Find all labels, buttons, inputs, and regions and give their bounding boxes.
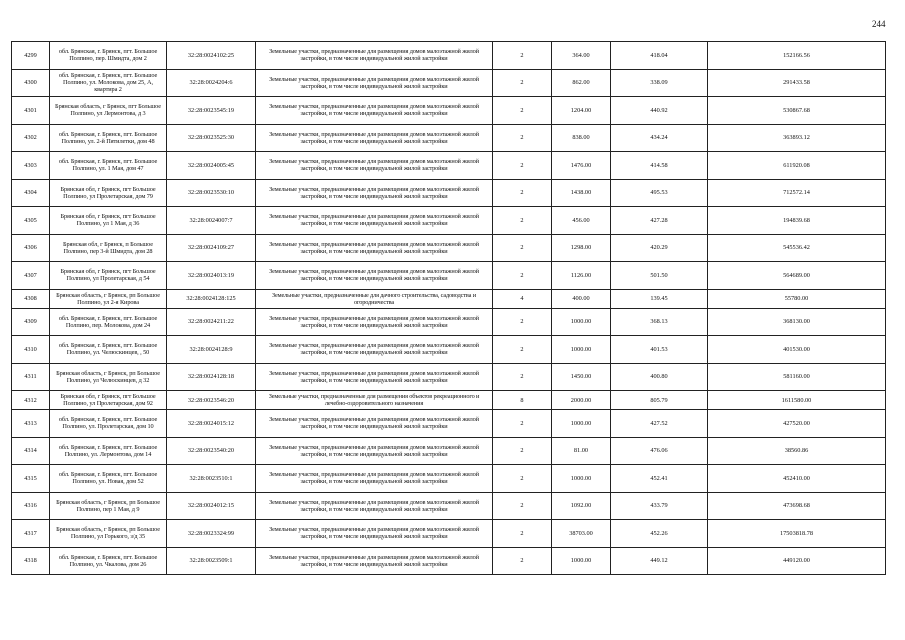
area-cell: 456.00 xyxy=(552,207,611,235)
cadastral-number-cell: 32:28:0024128:18 xyxy=(167,363,256,391)
cadastral-number-cell: 32:28:0024015:12 xyxy=(167,410,256,438)
address-cell: обл. Брянская, г. Брянск, пгт. Большое Полпино, пер. Шмидта, дом 2 xyxy=(50,42,167,70)
cadastral-value-cell: 152166.56 xyxy=(708,42,886,70)
area-cell: 1000.00 xyxy=(552,410,611,438)
area-cell: 1000.00 xyxy=(552,465,611,493)
row-number-cell: 4309 xyxy=(12,308,50,336)
area-cell: 1204.00 xyxy=(552,97,611,125)
use-group-cell: 2 xyxy=(493,207,552,235)
table-row xyxy=(12,262,886,290)
land-use-cell: Земельные участки, предназначенные для размещения домов малоэтажной жилой застройки, в том числе индивидуальной жилой застройки xyxy=(256,234,493,262)
table-row xyxy=(12,520,886,548)
cadastral-number-cell: 32:28:0024128:9 xyxy=(167,336,256,364)
area-cell: 1450.00 xyxy=(552,363,611,391)
area-cell: 862.00 xyxy=(552,69,611,97)
area-cell: 1476.00 xyxy=(552,152,611,180)
area-cell: 400.00 xyxy=(552,289,611,308)
land-use-cell: Земельные участки, предназначенные для размещения домов малоэтажной жилой застройки, в том числе индивидуальной жилой застройки xyxy=(256,363,493,391)
cadastral-value-cell: 564689.00 xyxy=(708,262,886,290)
row-number-cell: 4317 xyxy=(12,520,50,548)
land-use-cell: Земельные участки, предназначенные для размещения домов малоэтажной жилой застройки, в том числе индивидуальной жилой застройки xyxy=(256,336,493,364)
use-group-cell: 2 xyxy=(493,69,552,97)
area-cell: 38703.00 xyxy=(552,520,611,548)
area-cell: 1298.00 xyxy=(552,234,611,262)
cadastral-value-cell: 611920.08 xyxy=(708,152,886,180)
cadastral-number-cell: 32:28:0023540:20 xyxy=(167,437,256,465)
use-group-cell: 2 xyxy=(493,234,552,262)
cadastral-number-cell: 32:28:0024109:27 xyxy=(167,234,256,262)
cadastral-value-cell: 291433.58 xyxy=(708,69,886,97)
address-cell: Брянская область, г Брянск, рп Большое Полпино, ул Горького, з/д 35 xyxy=(50,520,167,548)
specific-value-cell: 452.26 xyxy=(611,520,708,548)
cadastral-number-cell: 32:28:0024013:19 xyxy=(167,262,256,290)
row-number-cell: 4311 xyxy=(12,363,50,391)
specific-value-cell: 452.41 xyxy=(611,465,708,493)
table-row xyxy=(12,207,886,235)
row-number-cell: 4315 xyxy=(12,465,50,493)
address-cell: обл. Брянская, г. Брянск, пгт. Большое Полпино, ул. Новая, дом 52 xyxy=(50,465,167,493)
land-use-cell: Земельные участки, предназначенные для размещения домов малоэтажной жилой застройки, в том числе индивидуальной жилой застройки xyxy=(256,207,493,235)
cadastral-number-cell: 32:28:0023510:1 xyxy=(167,465,256,493)
row-number-cell: 4308 xyxy=(12,289,50,308)
land-use-cell: Земельные участки, предназначенные для размещения объектов рекреационного и лечебно-оздоровительного назначения xyxy=(256,391,493,410)
cadastral-value-cell: 363893.12 xyxy=(708,124,886,152)
cadastral-value-cell: 1611580.00 xyxy=(708,391,886,410)
land-use-cell: Земельные участки, предназначенные для размещения домов малоэтажной жилой застройки, в том числе индивидуальной жилой застройки xyxy=(256,42,493,70)
address-cell: Брянская область, г Брянск, рп Большое Полпино, пер 1 Мая, д 9 xyxy=(50,492,167,520)
table-row xyxy=(12,492,886,520)
use-group-cell: 8 xyxy=(493,391,552,410)
land-use-cell: Земельные участки, предназначенные для размещения домов малоэтажной жилой застройки, в том числе индивидуальной жилой застройки xyxy=(256,124,493,152)
row-number-cell: 4318 xyxy=(12,547,50,575)
specific-value-cell: 476.06 xyxy=(611,437,708,465)
cadastral-value-cell: 194839.68 xyxy=(708,207,886,235)
land-use-cell: Земельные участки, предназначенные для размещения домов малоэтажной жилой застройки, в том числе индивидуальной жилой застройки xyxy=(256,465,493,493)
row-number-cell: 4299 xyxy=(12,42,50,70)
table-body xyxy=(12,42,886,575)
cadastral-value-cell: 530867.68 xyxy=(708,97,886,125)
cadastral-number-cell: 32:28:0023324:99 xyxy=(167,520,256,548)
land-use-cell: Земельные участки, предназначенные для размещения домов малоэтажной жилой застройки, в том числе индивидуальной жилой застройки xyxy=(256,69,493,97)
row-number-cell: 4306 xyxy=(12,234,50,262)
table-row xyxy=(12,437,886,465)
specific-value-cell: 414.58 xyxy=(611,152,708,180)
area-cell: 1438.00 xyxy=(552,179,611,207)
table-row xyxy=(12,336,886,364)
cadastral-number-cell: 32:28:0023545:19 xyxy=(167,97,256,125)
use-group-cell: 2 xyxy=(493,547,552,575)
land-use-cell: Земельные участки, предназначенные для размещения домов малоэтажной жилой застройки, в том числе индивидуальной жилой застройки xyxy=(256,262,493,290)
cadastral-number-cell: 32:28:0024102:25 xyxy=(167,42,256,70)
table-row xyxy=(12,179,886,207)
land-use-cell: Земельные участки, предназначенные для размещения домов малоэтажной жилой застройки, в том числе индивидуальной жилой застройки xyxy=(256,547,493,575)
specific-value-cell: 338.09 xyxy=(611,69,708,97)
use-group-cell: 2 xyxy=(493,97,552,125)
row-number-cell: 4313 xyxy=(12,410,50,438)
use-group-cell: 2 xyxy=(493,179,552,207)
specific-value-cell: 420.29 xyxy=(611,234,708,262)
address-cell: обл. Брянская, г. Брянск, пгт. Большое Полпино, ул. 2-й Пятилетки, дом 48 xyxy=(50,124,167,152)
address-cell: Брянская обл, г Брянск, пгт Большое Полпино, ул Пролетарская, д 54 xyxy=(50,262,167,290)
cadastral-value-table xyxy=(11,41,886,575)
table-row xyxy=(12,547,886,575)
specific-value-cell: 805.79 xyxy=(611,391,708,410)
use-group-cell: 4 xyxy=(493,289,552,308)
table-row xyxy=(12,124,886,152)
specific-value-cell: 400.80 xyxy=(611,363,708,391)
area-cell: 2000.00 xyxy=(552,391,611,410)
address-cell: Брянская обл, г Брянск, пгт Большое Полпино, ул Пролетарская, дом 92 xyxy=(50,391,167,410)
land-use-cell: Земельные участки, предназначенные для размещения домов малоэтажной жилой застройки, в том числе индивидуальной жилой застройки xyxy=(256,97,493,125)
use-group-cell: 2 xyxy=(493,152,552,180)
cadastral-value-cell: 452410.00 xyxy=(708,465,886,493)
area-cell: 1000.00 xyxy=(552,308,611,336)
cadastral-value-cell: 38560.86 xyxy=(708,437,886,465)
table-row xyxy=(12,152,886,180)
table-row xyxy=(12,42,886,70)
table-row xyxy=(12,69,886,97)
row-number-cell: 4312 xyxy=(12,391,50,410)
land-use-cell: Земельные участки, предназначенные для размещения домов малоэтажной жилой застройки, в том числе индивидуальной жилой застройки xyxy=(256,437,493,465)
address-cell: Брянская обл, г Брянск, пгт Большое Полпино, ул 1 Мая, д 36 xyxy=(50,207,167,235)
use-group-cell: 2 xyxy=(493,124,552,152)
address-cell: Брянская область, г Брянск, пгт Большое Полпино, ул Лермонтова, д 3 xyxy=(50,97,167,125)
row-number-cell: 4305 xyxy=(12,207,50,235)
area-cell: 81.00 xyxy=(552,437,611,465)
specific-value-cell: 427.28 xyxy=(611,207,708,235)
cadastral-number-cell: 32:28:0023530:10 xyxy=(167,179,256,207)
area-cell: 1000.00 xyxy=(552,547,611,575)
address-cell: обл. Брянская, г. Брянск, пгт. Большое Полпино, пер. Молокова, дом 24 xyxy=(50,308,167,336)
specific-value-cell: 449.12 xyxy=(611,547,708,575)
cadastral-value-cell: 427520.00 xyxy=(708,410,886,438)
use-group-cell: 2 xyxy=(493,437,552,465)
use-group-cell: 2 xyxy=(493,42,552,70)
land-use-cell: Земельные участки, предназначенные для дачного строительства, садоводства и огородничества xyxy=(256,289,493,308)
land-use-cell: Земельные участки, предназначенные для размещения домов малоэтажной жилой застройки, в том числе индивидуальной жилой застройки xyxy=(256,308,493,336)
specific-value-cell: 427.52 xyxy=(611,410,708,438)
row-number-cell: 4316 xyxy=(12,492,50,520)
cadastral-number-cell: 32:28:0024128:125 xyxy=(167,289,256,308)
address-cell: обл. Брянская, г. Брянск, пгт. Большое Полпино, ул. Челюскинцев, , 50 xyxy=(50,336,167,364)
cadastral-number-cell: 32:28:0023525:30 xyxy=(167,124,256,152)
specific-value-cell: 401.53 xyxy=(611,336,708,364)
area-cell: 1126.00 xyxy=(552,262,611,290)
cadastral-number-cell: 32:28:0024211:22 xyxy=(167,308,256,336)
row-number-cell: 4303 xyxy=(12,152,50,180)
use-group-cell: 2 xyxy=(493,262,552,290)
row-number-cell: 4314 xyxy=(12,437,50,465)
specific-value-cell: 440.92 xyxy=(611,97,708,125)
specific-value-cell: 433.79 xyxy=(611,492,708,520)
specific-value-cell: 501.50 xyxy=(611,262,708,290)
row-number-cell: 4301 xyxy=(12,97,50,125)
cadastral-value-cell: 17503818.78 xyxy=(708,520,886,548)
cadastral-number-cell: 32:28:0023546:20 xyxy=(167,391,256,410)
use-group-cell: 2 xyxy=(493,492,552,520)
cadastral-value-cell: 473698.68 xyxy=(708,492,886,520)
cadastral-value-cell: 581160.00 xyxy=(708,363,886,391)
cadastral-value-cell: 449120.00 xyxy=(708,547,886,575)
area-cell: 1092.00 xyxy=(552,492,611,520)
table-row xyxy=(12,97,886,125)
table-row xyxy=(12,410,886,438)
address-cell: Брянская область, г Брянск, рп Большое Полпино, ул Челюскинцев, д 32 xyxy=(50,363,167,391)
use-group-cell: 2 xyxy=(493,465,552,493)
row-number-cell: 4307 xyxy=(12,262,50,290)
use-group-cell: 2 xyxy=(493,520,552,548)
table-row xyxy=(12,465,886,493)
address-cell: обл. Брянская, г. Брянск, пгт. Большое Полпино, ул. 1 Мая, дом 47 xyxy=(50,152,167,180)
table-row xyxy=(12,391,886,410)
address-cell: обл. Брянская, г. Брянск, пгт. Большое Полпино, ул. Молокова, дом 25, А, квартира 2 xyxy=(50,69,167,97)
use-group-cell: 2 xyxy=(493,308,552,336)
table-row xyxy=(12,363,886,391)
table-row xyxy=(12,234,886,262)
cadastral-number-cell: 32:28:0024204:6 xyxy=(167,69,256,97)
table-row xyxy=(12,308,886,336)
table-row xyxy=(12,289,886,308)
cadastral-number-cell: 32:28:0024007:7 xyxy=(167,207,256,235)
row-number-cell: 4310 xyxy=(12,336,50,364)
cadastral-value-cell: 401530.00 xyxy=(708,336,886,364)
cadastral-value-cell: 545536.42 xyxy=(708,234,886,262)
land-use-cell: Земельные участки, предназначенные для размещения домов малоэтажной жилой застройки, в том числе индивидуальной жилой застройки xyxy=(256,152,493,180)
address-cell: обл. Брянская, г. Брянск, пгт. Большое Полпино, ул. Пролетарская, дом 10 xyxy=(50,410,167,438)
use-group-cell: 2 xyxy=(493,410,552,438)
cadastral-number-cell: 32:28:0024005:45 xyxy=(167,152,256,180)
address-cell: обл. Брянская, г. Брянск, пгт. Большое Полпино, ул. Лермонтова, дом 14 xyxy=(50,437,167,465)
cadastral-number-cell: 32:28:0024012:15 xyxy=(167,492,256,520)
land-use-cell: Земельные участки, предназначенные для размещения домов малоэтажной жилой застройки, в том числе индивидуальной жилой застройки xyxy=(256,492,493,520)
cadastral-value-cell: 368130.00 xyxy=(708,308,886,336)
address-cell: Брянская область, г Брянск, рп Большое Полпино, ул 2-я Кирова xyxy=(50,289,167,308)
row-number-cell: 4300 xyxy=(12,69,50,97)
land-use-cell: Земельные участки, предназначенные для размещения домов малоэтажной жилой застройки, в том числе индивидуальной жилой застройки xyxy=(256,410,493,438)
page-number: 244 xyxy=(872,19,886,29)
area-cell: 1000.00 xyxy=(552,336,611,364)
land-use-cell: Земельные участки, предназначенные для размещения домов малоэтажной жилой застройки, в том числе индивидуальной жилой застройки xyxy=(256,179,493,207)
specific-value-cell: 368.13 xyxy=(611,308,708,336)
specific-value-cell: 434.24 xyxy=(611,124,708,152)
cadastral-value-cell: 712572.14 xyxy=(708,179,886,207)
use-group-cell: 2 xyxy=(493,336,552,364)
land-use-cell: Земельные участки, предназначенные для размещения домов малоэтажной жилой застройки, в том числе индивидуальной жилой застройки xyxy=(256,520,493,548)
area-cell: 838.00 xyxy=(552,124,611,152)
specific-value-cell: 495.53 xyxy=(611,179,708,207)
row-number-cell: 4304 xyxy=(12,179,50,207)
address-cell: обл. Брянская, г. Брянск, пгт. Большое Полпино, ул. Чкалова, дом 26 xyxy=(50,547,167,575)
area-cell: 364.00 xyxy=(552,42,611,70)
cadastral-value-cell: 55780.00 xyxy=(708,289,886,308)
address-cell: Брянская обл, г Брянск, п Большое Полпино, пер 3-й Шмидта, дом 28 xyxy=(50,234,167,262)
use-group-cell: 2 xyxy=(493,363,552,391)
specific-value-cell: 418.04 xyxy=(611,42,708,70)
row-number-cell: 4302 xyxy=(12,124,50,152)
cadastral-number-cell: 32:28:0023509:1 xyxy=(167,547,256,575)
specific-value-cell: 139.45 xyxy=(611,289,708,308)
address-cell: Брянская обл, г Брянск, пгт Большое Полпино, ул Пролетарская, дом 79 xyxy=(50,179,167,207)
